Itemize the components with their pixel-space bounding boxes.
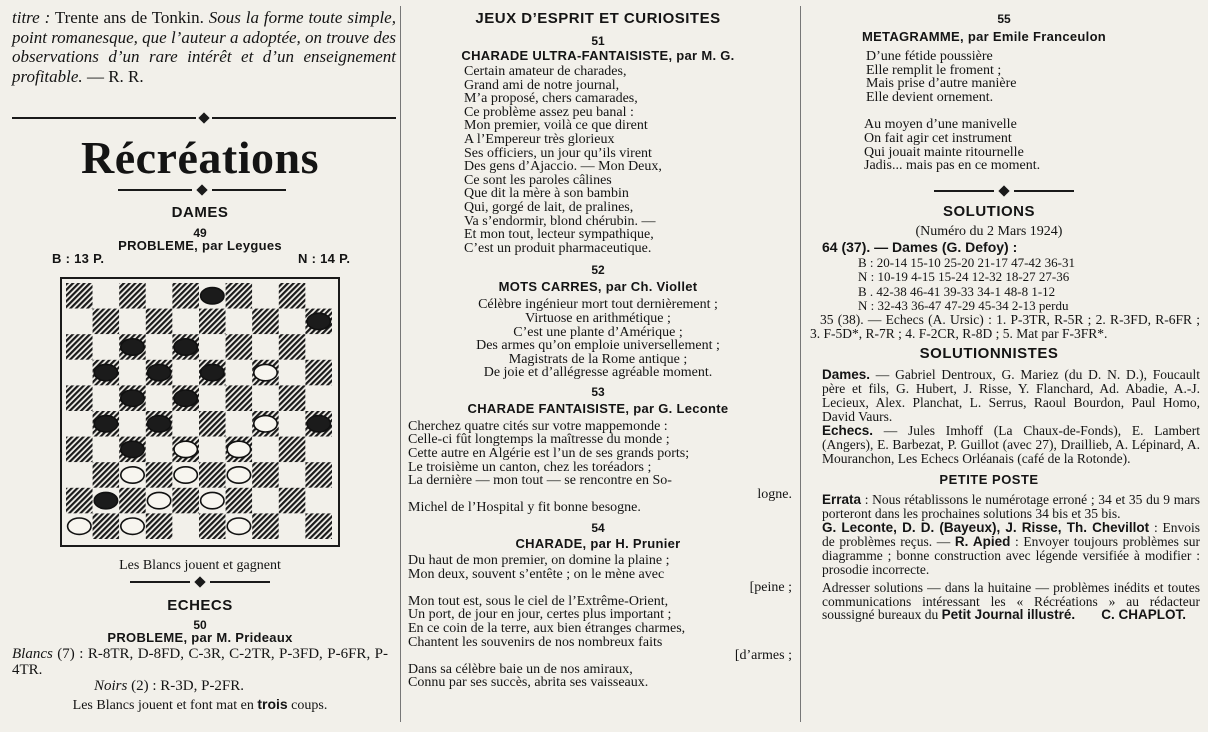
dark-square [66,283,93,309]
intro-signature: — R. R. [82,66,144,86]
solutions-dames-moves [858,256,1200,314]
solution-line: N : 10-19 4-15 15-24 12-32 18-27 27-36 [858,269,1070,285]
echecs-heading: ECHECS [167,597,233,614]
light-square [279,411,306,437]
light-square [279,309,306,335]
light-square [199,437,226,463]
dark-square [93,462,120,488]
light-square [146,437,173,463]
verse-line: A l’Empereur très glorieux [464,131,615,147]
petite-poste-address: Adresser solutions — dans la huitaine — problèmes inédits et toutes communications intéressant les « Récréations » au rédacteur soussigné bureaux du Petit Journal illustré. C. CHAPLOT. [822,580,1200,623]
verse-line: C’est une plante d’Amérique ; [513,324,683,340]
column-jeux-d-esprit [404,0,792,690]
light-square [172,360,199,386]
light-square [93,334,120,360]
dark-square [146,309,173,335]
light-square [172,411,199,437]
black-piece [147,416,170,432]
dark-square [172,488,199,514]
dark-square [172,283,199,309]
white-piece [227,518,250,534]
dark-square [199,411,226,437]
dark-square [226,385,253,411]
verse-line: M’a proposé, chers camarades, [464,91,638,107]
verse-line: Elle remplit le froment ; [866,62,1002,78]
solutions-echecs: 35 (38). — Echecs (A. Ursic) : 1. P-3TR, R-5R ; 2. R-3FD, R-6FR ; 3. F-5D*, R-7R ; 4. F-2CR, R-8D ; 5. Mat par F-3FR*. [810,312,1200,342]
verse-line: C’est un produit pharmaceutique. [464,240,652,256]
verse-line: Mon tout est, sous le ciel de l’Extrême-Orient, [408,593,669,609]
verse-line: Du haut de mon premier, on domine la plaine ; [408,553,670,569]
verse-line: Ses officiers, un jour qu’ils virent [464,145,652,161]
dark-square [252,513,279,539]
light-square [226,360,253,386]
verse-line: [d’armes ; [734,648,792,664]
p53-verse [408,420,792,515]
checkers-board [60,277,340,547]
verse-line: On fait agir cet instrument [864,130,1012,146]
light-square [146,385,173,411]
dark-square [66,437,93,463]
dark-square [279,385,306,411]
dark-square [279,437,306,463]
light-square [146,334,173,360]
p55-stanza-2 [864,118,1200,172]
white-piece [147,492,170,508]
light-square [279,513,306,539]
verse-line: Michel de l’Hospital y fit bonne besogne. [408,500,641,516]
noirs-moves: (2) : R-3D, P-2FR. [127,678,245,694]
light-square [305,437,332,463]
dark-square [199,513,226,539]
verse-line: Célèbre ingénieur mort tout dernièrement ; [478,297,718,313]
p54-title: CHARADE, par H. Prunier [515,536,681,552]
dark-square [305,360,332,386]
white-piece [201,492,224,508]
column-solutions [808,0,1200,622]
white-piece [227,467,250,483]
p51-number: 51 [591,34,605,48]
white-piece [254,364,277,380]
light-square [279,360,306,386]
light-square [66,462,93,488]
light-square [66,360,93,386]
light-square [252,488,279,514]
verse-line: Certain amateur de charades, [464,64,627,79]
verse-line: Le troisième un canton, chez les toréadors ; [408,459,652,475]
dames-ornament [110,578,290,586]
dark-square [279,488,306,514]
black-piece [121,441,144,457]
dark-square [199,462,226,488]
verse-line: Ce problème assez peu banal : [464,104,634,120]
white-piece [254,416,277,432]
verse-line: Que dit la mère à son bambin [464,186,629,202]
light-square [93,283,120,309]
petite-poste-errata: Errata : Nous rétablissons le numérotage erroné ; 34 et 35 du 9 mars porteront dans les prochaines solutions 34 bis et 35 bis. [822,492,1200,522]
p55-title: METAGRAMME, par Emile Franceulon [861,29,1107,44]
verse-line: Chantent les souvenirs de nos nombreux faits [408,634,663,650]
black-piece [174,390,197,406]
petite-poste-envois: G. Leconte, D. D. (Bayeux), J. Risse, Th. Chevillot : Envois de problèmes reçus. — R. Apied : Envoyer toujours problèmes sur diagramme ; bonne construction avec légende versifiée à modifier : prosodie incorrecte. [822,520,1200,578]
dark-square [279,334,306,360]
p52-title: MOTS CARRES, par Ch. Viollet [498,279,698,295]
black-piece [147,364,170,380]
verse-line: La dernière — mon tout — se rencontre en So- [408,473,672,489]
white-piece [227,441,250,457]
solutionnistes-heading: SOLUTIONNISTES [919,345,1059,363]
light-square [252,283,279,309]
solutionnistes-echecs: Echecs. — Jules Imhoff (La Chaux-de-Fonds), E. Lambert (Angers), E. Barbezat, P. Guillot (avec 27), Draillieb, A. Lépinard, A. Mouranchon, Les Echecs Orléanais (café de la Rotonde). [822,423,1200,467]
verse-line: logne. [757,486,792,502]
p52-number: 52 [591,263,605,278]
light-square [305,283,332,309]
dark-square [305,513,332,539]
white-piece [121,467,144,483]
verse-line: Qui, gorgé de lait, de pralines, [464,199,634,215]
echecs-caption [12,696,388,714]
light-square [66,411,93,437]
light-square [66,309,93,335]
recreations-title: Récréations [81,132,319,183]
intro-label: titre : [12,8,51,27]
solution-line: N : 32-43 36-47 47-29 45-34 2-13 perdu [858,297,1069,313]
verse-line: Au moyen d’une manivelle [864,117,1017,133]
light-square [146,283,173,309]
echecs-position [12,646,388,694]
dames-black-count: B : 13 P. [52,251,105,266]
light-square [226,411,253,437]
intro-paragraph [12,8,396,86]
signature: C. CHAPLOT. [1101,607,1186,623]
verse-line: Et mon tout, lecteur sympathique, [464,227,654,243]
dames-white-count: N : 14 P. [298,251,351,266]
verse-line: Dans sa célèbre baie un de nos amiraux, [408,661,633,677]
dark-square [252,309,279,335]
light-square [119,411,146,437]
intro-text: Sous la forme toute simple, point romanesque, que l’auteur a adoptée, on trouve des observations d’un rare intérêt et d’un enseignement profitable. [12,8,397,86]
light-square [252,437,279,463]
verse-line: Mon deux, souvent s’entête ; on le mène avec [408,566,665,582]
light-square [305,334,332,360]
p55-stanza-1 [866,50,1200,104]
verse-line: Qui jouait mainte ritournelle [864,144,1024,160]
light-square [199,385,226,411]
light-square [172,309,199,335]
dark-square [66,334,93,360]
title-ornament [112,186,292,194]
light-square [226,309,253,335]
verse-line: Cette autre en Algérie est l’un de ses grands ports; [408,446,690,462]
light-square [172,513,199,539]
light-square [279,462,306,488]
dames-heading: DAMES [171,204,229,221]
light-square [93,437,120,463]
solutions-ornament [808,187,1200,195]
white-piece [174,441,197,457]
verse-line: Des armes qu’on emploie universellement ; [476,338,720,354]
p54-verse [408,554,792,690]
verse-line: Elle devient ornement. [866,89,994,105]
solution-line: B : 20-14 15-10 25-20 21-17 47-42 36-31 [858,254,1076,270]
verse-line: De joie et d’allégresse agréable moment. [483,365,713,381]
p53-number: 53 [591,384,605,399]
light-square [305,488,332,514]
p52-verse [404,298,792,380]
intro-book-title: Trente ans de Tonkin. [50,8,204,27]
p55-number: 55 [997,12,1011,26]
solutions-date: (Numéro du 2 Mars 1924) [915,223,1063,239]
verse-line: Jadis... mais pas en ce moment. [864,158,1041,174]
p53-title: CHARADE FANTAISISTE, par G. Leconte [467,400,729,416]
p51-title: CHARADE ULTRA-FANTAISISTE, par M. G. [461,48,735,63]
dark-square [66,385,93,411]
dark-square [226,283,253,309]
echecs-caption-c: coups. [287,698,328,713]
verse-line: Connu par ses succès, abrita ses vaisseaux. [408,675,649,691]
black-piece [121,339,144,355]
dames-problem-number: 49 [193,226,207,240]
verse-line: Celle-ci fût longtemps la maîtresse du monde ; [408,432,670,448]
noirs-label: Noirs [94,678,128,694]
white-piece [68,518,91,534]
light-square [252,334,279,360]
solutionnistes-dames: Dames. — Gabriel Dentroux, G. Mariez (du D. N. D.), Foucault père et fils, G. Hubert, J. Risse, Y. Flanchard, Ad. Abadie, A.-J. Lecieux, Alex. Planchat, L. Serrus, Raoul Bourdon, Paul Homo, David Vaurs. [822,367,1200,425]
dark-square [146,462,173,488]
dark-square [226,334,253,360]
verse-line: Mais prise d’autre manière [866,76,1017,92]
light-square [93,385,120,411]
dames-problem-title: PROBLEME, par Leygues [118,238,282,253]
dark-square [66,488,93,514]
black-piece [94,492,117,508]
verse-line: D’une fétide poussière [866,49,993,64]
light-square [252,385,279,411]
black-piece [201,364,224,380]
dark-square [146,513,173,539]
light-square [199,334,226,360]
solutions-heading: SOLUTIONS [942,202,1035,220]
verse-line: Grand ami de notre journal, [464,77,620,93]
verse-line: En ce coin de la terre, aux bien étranges charmes, [408,621,686,636]
verse-line: Va s’endormir, blond chérubin. — [464,213,656,229]
black-piece [174,339,197,355]
dark-square [252,462,279,488]
dark-square [279,283,306,309]
verse-line: Mon premier, voilà ce que dirent [464,118,648,134]
verse-line: Un port, de jour en jour, certes plus important ; [408,607,672,623]
jeux-heading: JEUX D’ESPRIT ET CURIOSITES [475,10,721,27]
black-piece [94,364,117,380]
dark-square [119,283,146,309]
echecs-caption-b: trois [257,696,288,712]
dark-square [93,309,120,335]
column-recreations [12,0,397,266]
verse-line: Cherchez quatre cités sur votre mappemonde : [408,418,668,434]
echecs-caption-a: Les Blancs jouent et font mat en [72,698,258,713]
dark-square [119,488,146,514]
white-piece [174,467,197,483]
light-square [119,360,146,386]
verse-line: Magistrats de la Rome antique ; [508,351,688,367]
dark-square [305,462,332,488]
verse-line: Ce sont les paroles câlines [464,172,612,188]
black-piece [201,288,224,304]
light-square [305,385,332,411]
black-piece [307,416,330,432]
verse-line: Des gens d’Ajaccio. — Mon Deux, [464,159,662,175]
dark-square [199,309,226,335]
echecs-problem-number: 50 [193,618,207,632]
dark-square [93,513,120,539]
blancs-label: Blancs [12,646,53,662]
p51-verse [464,65,792,255]
dark-square [226,488,253,514]
black-piece [94,416,117,432]
white-piece [121,518,144,534]
petite-poste-heading: PETITE POSTE [939,472,1039,488]
p54-number: 54 [591,521,605,536]
black-piece [121,390,144,406]
light-square [119,309,146,335]
echecs-problem-title: PROBLEME, par M. Prideaux [107,630,293,645]
verse-line: [peine ; [749,580,792,596]
dames-caption: Les Blancs jouent et gagnent [119,558,281,573]
solution-line: B . 42-38 46-41 39-33 34-1 48-8 1-12 [858,283,1056,299]
solutions-dames-ref: 64 (37). — Dames (G. Defoy) : [822,238,1018,255]
verse-line: Virtuose en arithmétique ; [525,310,671,326]
black-piece [307,313,330,329]
intro-rule [12,114,396,122]
blancs-moves: (7) : R-8TR, D-8FD, C-3R, C-2TR, P-3FD, P-6FR, P-4TR. [12,646,388,678]
